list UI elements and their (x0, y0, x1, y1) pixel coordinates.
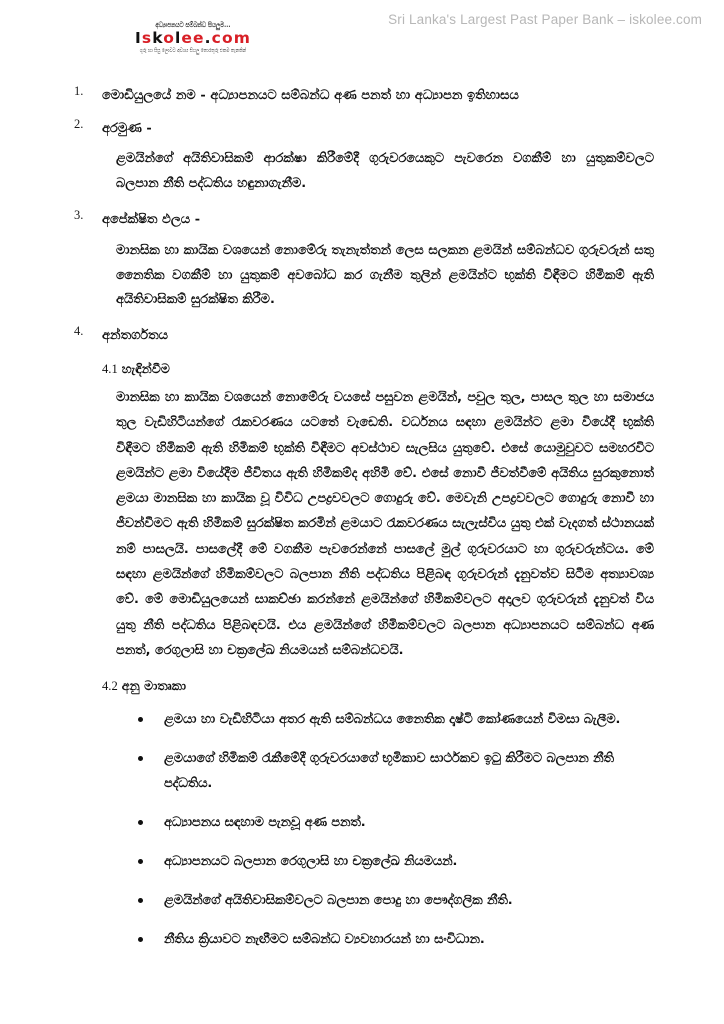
logo-letter-e1: e (181, 29, 194, 48)
iskolee-logo[interactable] (130, 24, 256, 54)
bullet-dot-icon (138, 820, 143, 825)
list-item (136, 747, 634, 797)
numbered-item-1 (74, 84, 654, 106)
list-item-text: ළමයින්ගේ අයිතිවාසිකම්වලට බලපාන පොදු හා පෞද්ගලික නීති. (164, 893, 513, 909)
subtopics-bullet-list (136, 708, 654, 953)
list-item (136, 889, 634, 914)
logo-letter-i: I (135, 29, 142, 48)
subsection-4-1 (102, 360, 654, 664)
logo-wordmark (130, 31, 256, 47)
numbered-item-4 (74, 324, 654, 346)
numbered-item-3 (74, 208, 654, 313)
logo-letter-s: s (141, 29, 153, 48)
page-header (0, 0, 724, 78)
list-item (136, 928, 634, 953)
subsection-4-2-number: 4.2 (102, 679, 118, 694)
list-item-text: අධ්‍යාපනයට බලපාන රෙගුලාසි හා චක්‍රලේඛ නියමයන්. (164, 854, 458, 870)
logo-tld: com (211, 29, 251, 48)
subsection-4-1-number: 4.1 (102, 361, 118, 376)
list-item-text: අධ්‍යාපනය සඳහාම පැනවූ අණ පනත්. (164, 815, 366, 831)
item-3-title: අපේක්ෂිත ඵලය - (102, 212, 201, 227)
logo-dot: . (204, 29, 212, 48)
list-item (136, 708, 634, 733)
logo-top-sinhala-text: අධ්‍යාපනයට සම්බන්ධ සියලුම... (155, 22, 231, 30)
numbered-item-2 (74, 117, 654, 197)
item-2-number: 2. (74, 116, 84, 131)
item-2-paragraph: ළමයින්ගේ අයිතිවාසිකම් ආරක්ෂා කිරීමේදී ගුරුවරයෙකුට පැවරෙන වගකීම් හා යුතුකම්වලට බලපාන නීති පද්ධතිය හඳුනාගැනීම. (116, 151, 654, 192)
document-content (74, 84, 654, 967)
item-3-number: 3. (74, 208, 84, 222)
logo-letter-k: k (152, 29, 164, 48)
subsection-4-2-heading (102, 677, 654, 696)
bullet-dot-icon (138, 756, 143, 761)
item-2-title: අරමුණ - (102, 120, 152, 136)
subsection-4-2-label: අනු මාතෘකා (121, 678, 187, 694)
logo-letter-o: o (163, 29, 175, 48)
logo-letter-e2: e (193, 29, 205, 48)
item-4-title: අන්තර්ගතය (102, 328, 169, 344)
bullet-dot-icon (138, 898, 143, 903)
subsection-4-2 (102, 677, 654, 953)
site-tagline: Sri Lanka's Largest Past Paper Bank – iskolee.com (388, 12, 702, 27)
list-item-text: ළමයාගේ හිමිකම් රැකීමේදී ගුරුවරයාගේ භූමිකාව සාර්ථකව ඉටු කිරීමට බලපාන නීති පද්ධතිය. (164, 751, 614, 792)
list-item-text: නීතිය ක්‍රියාවට නැඟීමට සම්බන්ධ ව්‍යවහාරයන් හා සංවිධාන. (164, 932, 485, 948)
logo-bottom-sinhala-text: ගුරු හා සිසු ලොවට අවශ්‍ය සියලු තොරතුරු එකම තැනකින් (139, 47, 247, 55)
item-3-paragraph: මානසික හා කායික වශයෙන් නොමේරු තැනැත්තන් ලෙස සලකන ළමයින් සම්බන්ධව ගුරුවරුන් සතු නෛතික වගකීම් හා යුතුකම් අවබෝධ කර ගැනීම තුලින් ළමයින්ට භුක්ති විඳීමට හිමිකම් ඇති අයිතිවාසිකම් සුරක්ෂිත කිරීම. (116, 242, 654, 308)
subsection-4-1-label: හැඳින්වීම (121, 360, 170, 376)
list-item (136, 850, 634, 875)
subsection-4-1-paragraph: මානසික හා කායික වශයෙන් නොමේරු වයසේ පසුවන ළමයින්, පවුල තුල, පාසල තුල හා සමාජය තුල වැඩිහිටියන්ගේ රැකවරණය යටතේ වැඩෙති. වර්ධනය සඳහා ළමයින්ට ළමා වියේදී භුක්ති විඳීමට හිමිකම් ඇති හිමිකම් භුක්ති විඳීමට අවස්ථාව සැලසිය යුතුවේ. එසේ යොමුවුවට සමහරවිට ළමයින්ට ළමා වියේදීම ජීවිතය ඇති හිමිකම්ද අහිමි වේ. එසේ නොවී ජීවත්වීමේ අයිතිය සුරකුනොත් ළමයා මානසික හා කායික වූ විවිධ උපද්‍රවවලට ගොදුරු වේ. මෙවැනි උපද්‍රවවලට ගොදුරු නොවී හා ජීවන්වීමට ඇති හිමිකම් සුරක්ෂිත කරමින් ළමයාට රැකවරණය සැලැස්විය යුතු එක් වැදගත් ස්ථානයක් නම් පාසලයි. පාසලේදී මේ වගකීම පැවරෙන්නේ පාසලේ මුල් ගුරුවරයාට හා ගුරුවරුන්ටය. මේ සඳහා ළමයින්ගේ හිමිකම්වලට බලපාන නීති පද්ධතිය පිළිබඳ ගුරුවරුන් දැනුවත්ව සිටීම අත්‍යාවශ්‍ය වේ. මේ මොඩියුලයෙන් සාකච්ඡා කරන්නේ ළමයින්ගේ හිමිකම්වලට අදාලව ගුරුවරුන් දැනුවත් විය යුතු නීති පද්ධතිය පිළිබඳවයි. එය ළමයින්ගේ හිමිකම්වලට බලපාන අධ්‍යාපනයට සම්බන්ධ අණ පනත්, රෙගුලාසි හා චක්‍රලේඛ නියමයන් සම්බන්ධවයි. (116, 389, 654, 659)
bullet-dot-icon (138, 937, 143, 942)
item-1-title: මොඩියුලයේ නම - අධ්‍යාපනයට සම්බන්ධ අණ පනත් හා අධ්‍යාපන ඉතිහාසය (102, 88, 519, 103)
subsection-4-1-heading (102, 360, 654, 379)
bullet-dot-icon (138, 859, 143, 864)
list-item-text: ළමයා හා වැඩිහිටියා අතර ඇති සම්බන්ධය නෛතික දෘෂ්ටි කෝණයෙන් විමසා බැලීම. (164, 712, 621, 728)
logo-letter-l: l (174, 29, 182, 48)
bullet-dot-icon (138, 717, 143, 722)
item-4-number: 4. (74, 324, 84, 339)
item-1-number: 1. (74, 84, 84, 98)
list-item (136, 811, 634, 836)
